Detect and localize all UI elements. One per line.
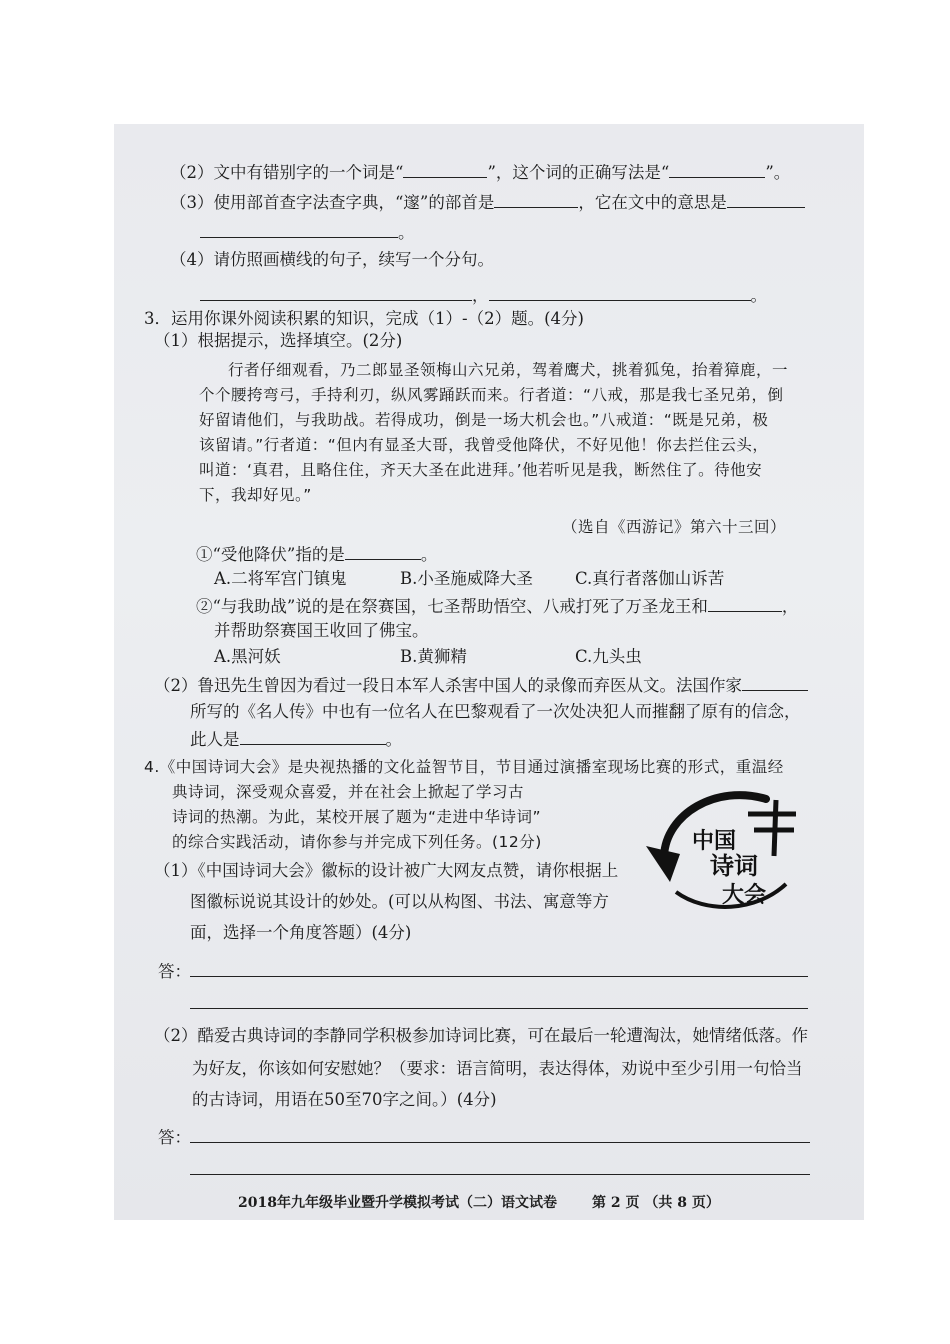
q3-sub1-text: ①“受他降伏”指的是 (196, 545, 345, 564)
q3-sub1-end: 。 (420, 545, 438, 564)
blank-imitation-1[interactable] (200, 284, 472, 301)
q2-item2-text-c: ”。 (765, 163, 791, 182)
q4-intro-line-4: 的综合实践活动，请你参与并完成下列任务。(12分) (172, 833, 542, 851)
q3-part1-title: （1）根据提示，选择填空。(2分) (154, 331, 403, 350)
sub1-option-b[interactable]: B.小圣施威降大圣 (400, 569, 533, 588)
q4-part2-answer-line-2[interactable] (190, 1174, 810, 1175)
logo-text-1: 中国 (692, 829, 737, 854)
q3-sub2 (196, 595, 798, 618)
q2-item4-answer (200, 284, 767, 307)
q4-part2-answer-label: 答： (158, 1128, 191, 1147)
logo-brush-tip (646, 846, 680, 882)
blank-sub1[interactable] (345, 543, 421, 560)
q4-part1-answer-label: 答： (158, 962, 191, 981)
q2-item4-comma: ， (472, 286, 489, 305)
passage-line-4: 该留请。”行者道：“但内有显圣大哥，我曾受他降伏，不好见他！你去拦住云头， (199, 436, 769, 454)
q2-item3-end: 。 (398, 223, 415, 242)
footer-title: 2018年九年级毕业暨升学模拟考试（二）语文试卷 (238, 1195, 557, 1211)
logo-text-3: 大会 (722, 883, 767, 908)
q4-part2-answer-line-1[interactable] (190, 1142, 810, 1143)
q3-title: 3．运用你课外阅读积累的知识，完成（1）-（2）题。(4分) (144, 309, 584, 328)
q2-item2-text-b: ”，这个词的正确写法是“ (487, 163, 670, 182)
q2-item2 (170, 161, 790, 184)
q2-item2-text-a: （2）文中有错别字的一个词是“ (170, 163, 404, 182)
q3-part2-line3 (190, 728, 402, 751)
q3-part2-line2: 所写的《名人传》中也有一位名人在巴黎观看了一次处决犯人而摧翻了原有的信念， (190, 702, 801, 721)
q2-item3-text-b: ，它在文中的意思是 (578, 193, 727, 212)
passage-line-6: 下，我却好见。” (199, 486, 312, 504)
q2-item4-period: 。 (750, 286, 767, 305)
passage-line-2: 个个腰挎弯弓，手持利刃，纵风雾踊跃而来。行者道：“八戒，那是我七圣兄弟，倒 (199, 386, 784, 404)
poetry-conference-logo (636, 774, 808, 924)
q3-sub2-line2: 并帮助祭赛国王收回了佛宝。 (214, 621, 429, 640)
q3-part2-end: 。 (385, 730, 402, 749)
q3-part2-line1 (154, 674, 808, 697)
q2-item3 (170, 191, 805, 214)
blank-wrong-word[interactable] (403, 161, 487, 178)
blank-imitation-2[interactable] (489, 284, 751, 301)
sub2-option-a[interactable]: A.黑河妖 (214, 647, 281, 666)
blank-meaning-1[interactable] (727, 191, 805, 208)
q4-intro-line-3: 诗词的热潮。为此，某校开展了题为“走进中华诗词” (172, 808, 542, 826)
q4-part2-line-3: 的古诗词，用语在50至70字之间。）(4分) (192, 1090, 497, 1109)
q4-part1-line-2: 图徽标说说其设计的妙处。(可以从构图、书法、寓意等方 (190, 892, 609, 911)
q3-sub2-comma: ， (781, 597, 799, 616)
passage-source: （选自《西游记》第六十三回） (562, 518, 787, 536)
logo-line-c (774, 800, 776, 856)
sub2-option-c[interactable]: C.九头虫 (575, 647, 642, 666)
blank-sub2[interactable] (708, 595, 782, 612)
q2-item4: （4）请仿照画横线的句子，续写一个分句。 (170, 250, 494, 269)
q4-part1-line-1: （1）《中国诗词大会》徽标的设计被广大网友点赞，请你根据上 (154, 861, 619, 880)
q4-part1-line-3: 面，选择一个角度答题）(4分) (190, 923, 412, 942)
blank-author[interactable] (742, 674, 808, 691)
q4-part2-line-2: 为好友，你该如何安慰她？（要求：语言简明，表达得体，劝说中至少引用一句恰当 (192, 1059, 803, 1078)
sub1-option-a[interactable]: A.二将军宫门镇鬼 (214, 569, 347, 588)
passage-line-3: 好留请他们，与我助战。若得成功，倒是一场大机会也。”八戒道：“既是兄弟，极 (199, 411, 769, 429)
passage-line-5: 叫道：‘真君，且略住住，齐天大圣在此进拜。’他若听见是我，断然住了。待他安 (199, 461, 763, 479)
q3-sub1 (196, 543, 437, 566)
q3-part2-text: （2）鲁迅先生曾因为看过一段日本军人杀害中国人的录像而弃医从文。法国作家 (154, 676, 742, 695)
exam-sheet (114, 124, 864, 1220)
footer-page-number: 第 2 页 （共 8 页） (592, 1195, 720, 1211)
q3-sub2-text: ②“与我助战”说的是在祭赛国，七圣帮助悟空、八戒打死了万圣龙王和 (196, 597, 708, 616)
q4-part2-line-1: （2）酷爱古典诗词的李静同学积极参加诗词比赛，可在最后一轮遭淘汰，她情绪低落。作 (154, 1026, 808, 1045)
q2-item3-text-a: （3）使用部首查字法查字典，“邃”的部首是 (170, 193, 495, 212)
blank-radical[interactable] (494, 191, 578, 208)
q4-part1-answer-line-1[interactable] (190, 976, 808, 977)
sub1-option-c[interactable]: C.真行者落伽山诉苦 (575, 569, 725, 588)
blank-person[interactable] (240, 728, 386, 745)
q3-part2-line3-text: 此人是 (190, 730, 240, 749)
q4-intro-line-2: 典诗词，深受观众喜爱，并在社会上掀起了学习古 (172, 783, 525, 801)
passage-line-1: 行者仔细观看，乃二郎显圣领梅山六兄弟，驾着鹰犬，挑着狐兔，抬着獐鹿，一 (228, 361, 789, 379)
blank-correct-word[interactable] (669, 161, 765, 178)
sub2-option-b[interactable]: B.黄狮精 (400, 647, 467, 666)
q2-item3-cont (200, 221, 415, 244)
q4-part1-answer-line-2[interactable] (190, 1008, 808, 1009)
logo-text-2: 诗词 (710, 852, 758, 880)
q4-intro-line-1: 4.《中国诗词大会》是央视热播的文化益智节目，节目通过演播室现场比赛的形式，重温经 (144, 758, 784, 776)
blank-meaning-2[interactable] (200, 221, 398, 238)
